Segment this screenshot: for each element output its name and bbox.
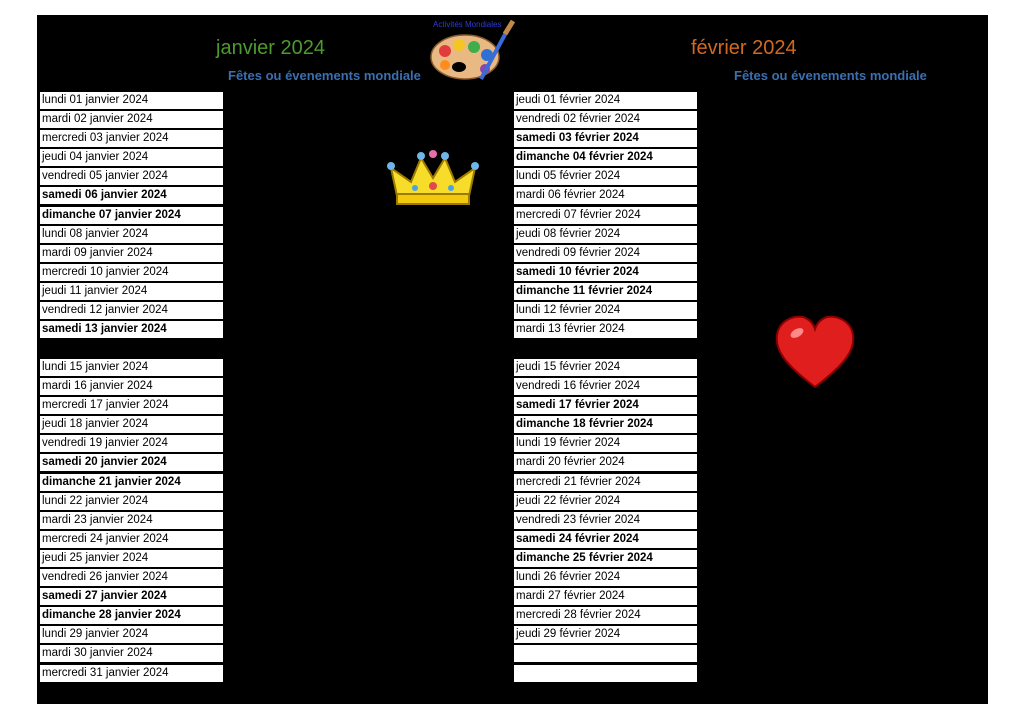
day-row: mercredi 10 janvier 2024 bbox=[40, 264, 223, 281]
day-row: mardi 16 janvier 2024 bbox=[40, 378, 223, 395]
day-row: jeudi 04 janvier 2024 bbox=[40, 149, 223, 166]
day-row: mercredi 17 janvier 2024 bbox=[40, 397, 223, 414]
calendar-sheet bbox=[37, 15, 988, 704]
day-row: mercredi 07 février 2024 bbox=[514, 207, 697, 224]
day-row: vendredi 23 février 2024 bbox=[514, 512, 697, 529]
day-row bbox=[514, 645, 697, 662]
day-row: vendredi 26 janvier 2024 bbox=[40, 569, 223, 586]
day-row: samedi 03 février 2024 bbox=[514, 130, 697, 147]
day-row: mercredi 31 janvier 2024 bbox=[40, 665, 223, 682]
february-days-list-2 bbox=[514, 359, 697, 684]
day-row: vendredi 02 février 2024 bbox=[514, 111, 697, 128]
day-row: lundi 29 janvier 2024 bbox=[40, 626, 223, 643]
february-subtitle: Fêtes ou évenements mondiale bbox=[734, 68, 927, 83]
palette-icon bbox=[409, 17, 521, 85]
heart-icon bbox=[773, 313, 857, 391]
january-days-list-1 bbox=[40, 92, 223, 340]
crown-icon bbox=[387, 148, 479, 208]
day-row: lundi 08 janvier 2024 bbox=[40, 226, 223, 243]
day-row: vendredi 05 janvier 2024 bbox=[40, 168, 223, 185]
day-row: lundi 05 février 2024 bbox=[514, 168, 697, 185]
january-title: janvier 2024 bbox=[216, 37, 325, 59]
day-row: dimanche 28 janvier 2024 bbox=[40, 607, 223, 624]
day-row: jeudi 01 février 2024 bbox=[514, 92, 697, 109]
day-row: vendredi 12 janvier 2024 bbox=[40, 302, 223, 319]
day-row: lundi 01 janvier 2024 bbox=[40, 92, 223, 109]
day-row: lundi 12 février 2024 bbox=[514, 302, 697, 319]
day-row: dimanche 25 février 2024 bbox=[514, 550, 697, 567]
day-row: lundi 26 février 2024 bbox=[514, 569, 697, 586]
day-row: mercredi 21 février 2024 bbox=[514, 474, 697, 491]
day-row: samedi 17 février 2024 bbox=[514, 397, 697, 414]
day-row: mercredi 24 janvier 2024 bbox=[40, 531, 223, 548]
day-row: mardi 27 février 2024 bbox=[514, 588, 697, 605]
logo-text: Activités Mondiales bbox=[433, 20, 502, 29]
february-days-list-1 bbox=[514, 92, 697, 340]
day-row: lundi 22 janvier 2024 bbox=[40, 493, 223, 510]
day-row bbox=[514, 665, 697, 682]
day-row: mardi 09 janvier 2024 bbox=[40, 245, 223, 262]
day-row: mercredi 03 janvier 2024 bbox=[40, 130, 223, 147]
day-row: jeudi 18 janvier 2024 bbox=[40, 416, 223, 433]
day-row: jeudi 11 janvier 2024 bbox=[40, 283, 223, 300]
day-row: samedi 06 janvier 2024 bbox=[40, 187, 223, 204]
day-row: samedi 24 février 2024 bbox=[514, 531, 697, 548]
day-row: lundi 15 janvier 2024 bbox=[40, 359, 223, 376]
day-row: mardi 02 janvier 2024 bbox=[40, 111, 223, 128]
day-row: samedi 27 janvier 2024 bbox=[40, 588, 223, 605]
day-row: vendredi 19 janvier 2024 bbox=[40, 435, 223, 452]
day-row: vendredi 16 février 2024 bbox=[514, 378, 697, 395]
day-row: dimanche 07 janvier 2024 bbox=[40, 207, 223, 224]
day-row: mercredi 28 février 2024 bbox=[514, 607, 697, 624]
january-days-list-2 bbox=[40, 359, 223, 684]
day-row: mardi 20 février 2024 bbox=[514, 454, 697, 471]
day-row: mardi 06 février 2024 bbox=[514, 187, 697, 204]
day-row: jeudi 15 février 2024 bbox=[514, 359, 697, 376]
january-subtitle: Fêtes ou évenements mondiale bbox=[228, 68, 421, 83]
day-row: mardi 23 janvier 2024 bbox=[40, 512, 223, 529]
day-row: vendredi 09 février 2024 bbox=[514, 245, 697, 262]
day-row: samedi 20 janvier 2024 bbox=[40, 454, 223, 471]
day-row: jeudi 29 février 2024 bbox=[514, 626, 697, 643]
day-row: jeudi 22 février 2024 bbox=[514, 493, 697, 510]
day-row: mardi 30 janvier 2024 bbox=[40, 645, 223, 662]
february-title: février 2024 bbox=[691, 37, 797, 59]
day-row: samedi 13 janvier 2024 bbox=[40, 321, 223, 338]
day-row: dimanche 21 janvier 2024 bbox=[40, 474, 223, 491]
day-row: jeudi 08 février 2024 bbox=[514, 226, 697, 243]
day-row: samedi 10 février 2024 bbox=[514, 264, 697, 281]
day-row: lundi 19 février 2024 bbox=[514, 435, 697, 452]
day-row: dimanche 11 février 2024 bbox=[514, 283, 697, 300]
day-row: mardi 13 février 2024 bbox=[514, 321, 697, 338]
day-row: dimanche 18 février 2024 bbox=[514, 416, 697, 433]
day-row: jeudi 25 janvier 2024 bbox=[40, 550, 223, 567]
day-row: dimanche 04 février 2024 bbox=[514, 149, 697, 166]
